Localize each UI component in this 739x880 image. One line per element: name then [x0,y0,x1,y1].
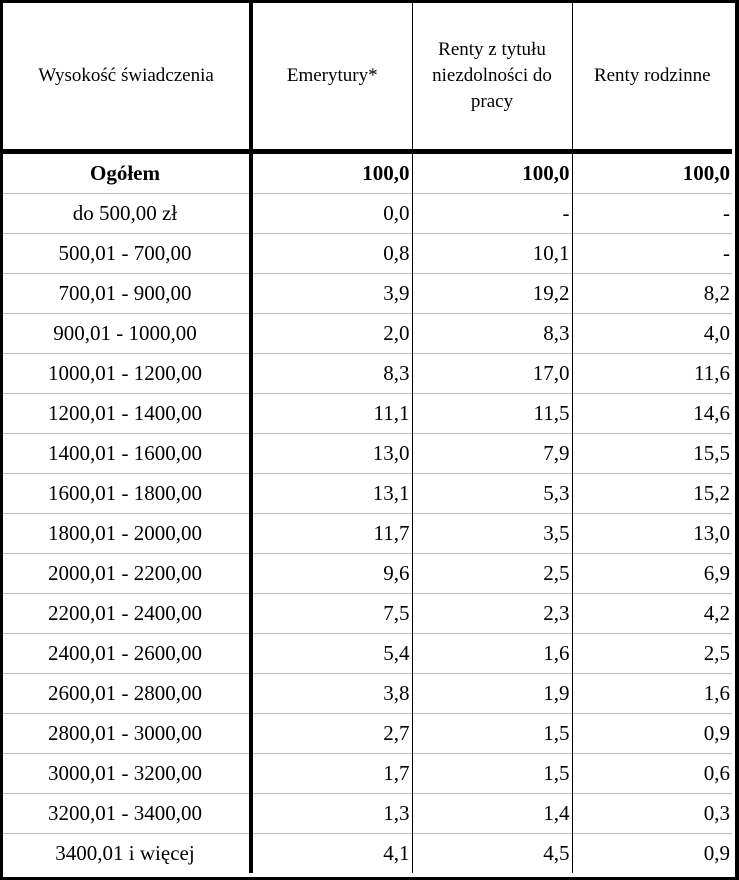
value-cell: 0,0 [251,194,412,234]
value-cell: 8,3 [412,314,572,354]
table-row [3,434,732,474]
value-cell: 1,9 [412,674,572,714]
value-cell: 13,0 [251,434,412,474]
value-cell: 1,6 [572,674,732,714]
value-cell: 0,9 [572,834,732,874]
table-row [3,794,732,834]
table-row [3,554,732,594]
value-cell: 8,2 [572,274,732,314]
table-row [3,234,732,274]
value-cell: 11,1 [251,394,412,434]
value-cell: 1,3 [251,794,412,834]
value-cell: - [572,194,732,234]
row-label: 1200,01 - 1400,00 [3,394,251,434]
value-cell: 2,5 [572,634,732,674]
header-survivor-pensions: Renty rodzinne [572,3,732,152]
value-cell: 1,7 [251,754,412,794]
value-cell: - [412,194,572,234]
value-cell: 8,3 [251,354,412,394]
value-cell: 4,5 [412,834,572,874]
value-cell: 4,1 [251,834,412,874]
row-label: 3400,01 i więcej [3,834,251,874]
value-cell: 100,0 [682,161,730,185]
value-cell: 2,7 [251,714,412,754]
row-label: 900,01 - 1000,00 [3,314,251,354]
row-label: 2600,01 - 2800,00 [3,674,251,714]
value-cell: 0,6 [572,754,732,794]
value-cell: 6,9 [572,554,732,594]
header-row [3,3,732,152]
table-row [3,474,732,514]
row-label: Ogółem [3,152,251,194]
header-retirement-pensions: Emerytury* [251,3,412,152]
value-cell: 3,9 [251,274,412,314]
value-cell: 1,6 [412,634,572,674]
value-cell: 3,8 [251,674,412,714]
row-label: 3000,01 - 3200,00 [3,754,251,794]
value-cell: 11,5 [412,394,572,434]
row-label: 1800,01 - 2000,00 [3,514,251,554]
row-label: 3200,01 - 3400,00 [3,794,251,834]
value-cell: 10,1 [412,234,572,274]
value-cell: 5,4 [251,634,412,674]
value-cell: 15,2 [572,474,732,514]
table-row [3,514,732,554]
row-label: 1000,01 - 1200,00 [3,354,251,394]
value-cell: 100,0 [412,152,572,194]
value-cell: 1,5 [412,754,572,794]
value-cell: 13,0 [572,514,732,554]
header-disability-pensions: Renty z tytułu niezdolności do pracy [412,3,572,152]
benefits-distribution-table [3,3,732,873]
row-label: 1400,01 - 1600,00 [3,434,251,474]
table-row [3,594,732,634]
value-cell: - [572,234,732,274]
row-label: 2400,01 - 2600,00 [3,634,251,674]
row-label: 2200,01 - 2400,00 [3,594,251,634]
row-label: 2000,01 - 2200,00 [3,554,251,594]
row-label: do 500,00 zł [3,194,251,234]
value-cell: 2,0 [251,314,412,354]
table-row [3,714,732,754]
value-cell: 11,6 [572,354,732,394]
table-row [3,834,732,874]
table-body [3,152,732,874]
value-cell: 4,0 [572,314,732,354]
value-cell: 3,5 [412,514,572,554]
value-cell: 0,8 [251,234,412,274]
value-cell: 5,3 [412,474,572,514]
value-cell: 100,0 [251,152,412,194]
table-row [3,274,732,314]
table-row [3,394,732,434]
row-label: 700,01 - 900,00 [3,274,251,314]
value-cell: 1,4 [412,794,572,834]
table-row [3,634,732,674]
table-row [3,754,732,794]
row-label: 1600,01 - 1800,00 [3,474,251,514]
value-cell: 2,3 [412,594,572,634]
value-cell: 11,7 [251,514,412,554]
value-cell: 2,5 [412,554,572,594]
table-row [3,314,732,354]
total-row [3,152,732,194]
value-cell: 4,2 [572,594,732,634]
value-cell: 15,5 [572,434,732,474]
value-cell: 13,1 [251,474,412,514]
value-cell: 7,9 [412,434,572,474]
table-row [3,354,732,394]
value-cell: 7,5 [251,594,412,634]
value-cell: 9,6 [251,554,412,594]
row-label: 500,01 - 700,00 [3,234,251,274]
table-row [3,194,732,234]
row-label: 2800,01 - 3000,00 [3,714,251,754]
value-cell: 0,9 [572,714,732,754]
value-cell: 19,2 [412,274,572,314]
value-cell: 0,3 [572,794,732,834]
table-row [3,674,732,714]
header-benefit-amount: Wysokość świadczenia [3,3,251,152]
value-cell: 1,5 [412,714,572,754]
value-cell: 14,6 [572,394,732,434]
value-cell: 17,0 [412,354,572,394]
